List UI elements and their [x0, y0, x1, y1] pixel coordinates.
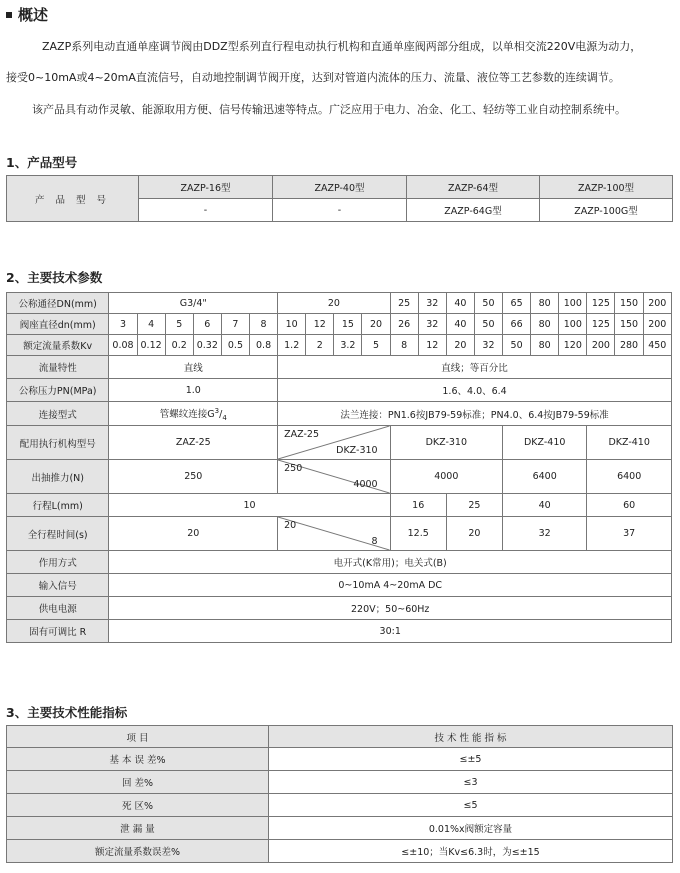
- model-header-16: ZAZP-16型: [139, 176, 273, 199]
- perf-value: ≤±10；当Kv≤6.3时，为≤±15: [269, 840, 673, 863]
- kv-row: [7, 335, 672, 356]
- conn-thread-den: 4: [222, 413, 227, 422]
- perf-header-value: 技 术 性 能 指 标: [269, 726, 673, 748]
- dn-cell: 65: [503, 293, 531, 314]
- overview-p1-line2: 接受0~10mA或4~20mA直流信号，自动地控制调节阀开度，达到对管道内流体的压力、流量、液位等工艺参数的连续调节。: [6, 71, 620, 84]
- overview-title: 概述: [18, 6, 49, 24]
- thrust-cell: 250: [109, 460, 278, 494]
- perf-header-item: 项 目: [7, 726, 269, 748]
- kv-cell: 0.08: [109, 335, 137, 356]
- dn-cell: 200: [643, 293, 671, 314]
- conn-label: 连接型式: [7, 402, 109, 426]
- kv-cell: 80: [531, 335, 559, 356]
- seat-cell: 150: [615, 314, 643, 335]
- kv-cell: 12: [418, 335, 446, 356]
- actuator-label: 配用执行机构型号: [7, 426, 109, 460]
- stroke-cell: 10: [109, 494, 390, 517]
- model-header-40: ZAZP-40型: [273, 176, 407, 199]
- flow-row: [7, 356, 672, 379]
- seat-cell: 26: [390, 314, 418, 335]
- perf-row: [7, 840, 673, 863]
- kv-cell: 50: [503, 335, 531, 356]
- ratio-cell: 30:1: [109, 620, 672, 643]
- thrust-cell: 4000: [390, 460, 502, 494]
- model-value-64: ZAZP-64G型: [407, 199, 540, 222]
- perf-value: 0.01%x阀额定容量: [269, 817, 673, 840]
- actuator-cell: DKZ-310: [390, 426, 502, 460]
- kv-cell: 1.2: [278, 335, 306, 356]
- input-cell: 0~10mA 4~20mA DC: [109, 574, 672, 597]
- conn-row: [7, 402, 672, 426]
- input-label: 输入信号: [7, 574, 109, 597]
- kv-cell: 280: [615, 335, 643, 356]
- perf-value: ≤5: [269, 794, 673, 817]
- seat-cell: 40: [446, 314, 474, 335]
- dn-row: [7, 293, 672, 314]
- seat-cell: 15: [334, 314, 362, 335]
- perf-header-row: [7, 726, 673, 748]
- thrust-split-cell: [278, 460, 390, 494]
- seat-cell: 5: [165, 314, 193, 335]
- actuator-split-bottom: DKZ-310: [336, 445, 378, 456]
- dn-cell: 150: [615, 293, 643, 314]
- kv-cell: 8: [390, 335, 418, 356]
- seat-cell: 80: [531, 314, 559, 335]
- stroke-row: [7, 494, 672, 517]
- dn-cell: 125: [587, 293, 615, 314]
- overview-p2: 该产品具有动作灵敏、能源取用方便、信号传输迅速等特点。广泛应用于电力、冶金、化工、轻纺等工业自动控制系统中。: [32, 103, 626, 116]
- stroke-cell: 25: [446, 494, 502, 517]
- kv-cell: 0.12: [137, 335, 165, 356]
- kv-cell: 5: [362, 335, 390, 356]
- overview-heading: [6, 4, 48, 25]
- seat-cell: 200: [643, 314, 671, 335]
- pn-cell: 1.6、4.0、6.4: [278, 379, 672, 402]
- model-row-label: 产 品 型 号: [7, 176, 139, 222]
- actuator-cell: ZAZ-25: [109, 426, 278, 460]
- section2-title: 2、主要技术参数: [6, 270, 103, 285]
- dn-cell: 20: [278, 293, 390, 314]
- seat-cell: 66: [503, 314, 531, 335]
- overview-para-1: [6, 40, 678, 54]
- kv-cell: 450: [643, 335, 671, 356]
- section1-title: 1、产品型号: [6, 155, 78, 170]
- flow-label: 流量特性: [7, 356, 109, 379]
- time-label: 全行程时间(s): [7, 517, 109, 551]
- dn-cell: 50: [474, 293, 502, 314]
- dn-cell: 100: [559, 293, 587, 314]
- time-split-cell: [278, 517, 390, 551]
- thrust-cell: 6400: [503, 460, 587, 494]
- kv-cell: 20: [446, 335, 474, 356]
- seat-cell: 20: [362, 314, 390, 335]
- thrust-split-top: 250: [284, 463, 303, 474]
- tech-params-table: [6, 292, 672, 643]
- perf-row: [7, 748, 673, 771]
- ratio-row: [7, 620, 672, 643]
- power-cell: 220V；50~60Hz: [109, 597, 672, 620]
- kv-label: 额定流量系数Kv: [7, 335, 109, 356]
- ratio-label: 固有可调比 R: [7, 620, 109, 643]
- performance-table: [6, 725, 673, 863]
- seat-label: 阀座直径dn(mm): [7, 314, 109, 335]
- perf-row: [7, 794, 673, 817]
- thrust-split-bottom: 4000: [353, 479, 378, 490]
- dn-cell: 80: [531, 293, 559, 314]
- seat-cell: 32: [418, 314, 446, 335]
- section3-title: 3、主要技术性能指标: [6, 705, 128, 720]
- actuator-cell: DKZ-410: [587, 426, 672, 460]
- kv-cell: 32: [474, 335, 502, 356]
- overview-para-1-cont: [6, 71, 678, 85]
- perf-item: 死 区%: [7, 794, 269, 817]
- seat-cell: 3: [109, 314, 137, 335]
- time-cell: 37: [587, 517, 672, 551]
- seat-cell: 125: [587, 314, 615, 335]
- seat-cell: 10: [278, 314, 306, 335]
- actuator-row: [7, 426, 672, 460]
- perf-row: [7, 771, 673, 794]
- stroke-cell: 60: [587, 494, 672, 517]
- bullet-square-icon: [6, 12, 12, 18]
- conn-thread-text: 管螺纹连接G: [159, 408, 215, 420]
- dn-cell: G3/4": [109, 293, 278, 314]
- model-value-100: ZAZP-100G型: [540, 199, 673, 222]
- time-cell: 32: [503, 517, 587, 551]
- input-row: [7, 574, 672, 597]
- kv-cell: 120: [559, 335, 587, 356]
- overview-para-2: [6, 103, 678, 117]
- perf-row: [7, 817, 673, 840]
- pn-row: [7, 379, 672, 402]
- time-split-bottom: 8: [371, 536, 378, 547]
- stroke-cell: 16: [390, 494, 446, 517]
- time-cell: 20: [446, 517, 502, 551]
- time-cell: 12.5: [390, 517, 446, 551]
- kv-cell: 0.8: [249, 335, 277, 356]
- model-header-100: ZAZP-100型: [540, 176, 673, 199]
- flow-cell: 直线: [109, 356, 278, 379]
- perf-value: ≤±5: [269, 748, 673, 771]
- stroke-cell: 40: [503, 494, 587, 517]
- thrust-label: 出抽推力(N): [7, 460, 109, 494]
- model-header-64: ZAZP-64型: [407, 176, 540, 199]
- time-row: [7, 517, 672, 551]
- actuator-split-cell: [278, 426, 390, 460]
- perf-item: 泄 漏 量: [7, 817, 269, 840]
- seat-cell: 7: [221, 314, 249, 335]
- model-value-16: -: [139, 199, 273, 222]
- dn-label: 公称通径DN(mm): [7, 293, 109, 314]
- perf-item: 额定流量系数误差%: [7, 840, 269, 863]
- perf-item: 回 差%: [7, 771, 269, 794]
- kv-cell: 0.32: [193, 335, 221, 356]
- mode-row: [7, 551, 672, 574]
- thrust-row: [7, 460, 672, 494]
- seat-cell: 50: [474, 314, 502, 335]
- seat-cell: 4: [137, 314, 165, 335]
- model-table: [6, 175, 673, 222]
- pn-cell: 1.0: [109, 379, 278, 402]
- dn-cell: 25: [390, 293, 418, 314]
- mode-label: 作用方式: [7, 551, 109, 574]
- seat-cell: 8: [249, 314, 277, 335]
- perf-item: 基 本 误 差%: [7, 748, 269, 771]
- conn-cell: 法兰连接：PN1.6按JB79-59标准；PN4.0、6.4按JB79-59标准: [278, 402, 672, 426]
- stroke-label: 行程L(mm): [7, 494, 109, 517]
- model-value-40: -: [273, 199, 407, 222]
- pn-label: 公称压力PN(MPa): [7, 379, 109, 402]
- kv-cell: 200: [587, 335, 615, 356]
- seat-cell: 6: [193, 314, 221, 335]
- time-cell: 20: [109, 517, 278, 551]
- actuator-cell: DKZ-410: [503, 426, 587, 460]
- actuator-split-top: ZAZ-25: [284, 429, 319, 440]
- kv-cell: 3.2: [334, 335, 362, 356]
- mode-cell: 电开式(K常用)；电关式(B): [109, 551, 672, 574]
- kv-cell: 0.5: [221, 335, 249, 356]
- dn-cell: 32: [418, 293, 446, 314]
- conn-thread-num: 3: [214, 406, 220, 415]
- time-split-top: 20: [284, 520, 297, 531]
- seat-row: [7, 314, 672, 335]
- power-label: 供电电源: [7, 597, 109, 620]
- dn-cell: 40: [446, 293, 474, 314]
- kv-cell: 0.2: [165, 335, 193, 356]
- kv-cell: 2: [306, 335, 334, 356]
- seat-cell: 12: [306, 314, 334, 335]
- overview-p1-line1: ZAZP系列电动直通单座调节阀由DDZ型系列直行程电动执行机构和直通单座阀两部分组成，以单相交流220V电源为动力，: [42, 40, 642, 53]
- conn-cell: 管螺纹连接$G^3/_4$: [109, 402, 278, 426]
- power-row: [7, 597, 672, 620]
- model-header-row: [7, 176, 673, 199]
- flow-cell: 直线；等百分比: [278, 356, 672, 379]
- seat-cell: 100: [559, 314, 587, 335]
- thrust-cell: 6400: [587, 460, 672, 494]
- perf-value: ≤3: [269, 771, 673, 794]
